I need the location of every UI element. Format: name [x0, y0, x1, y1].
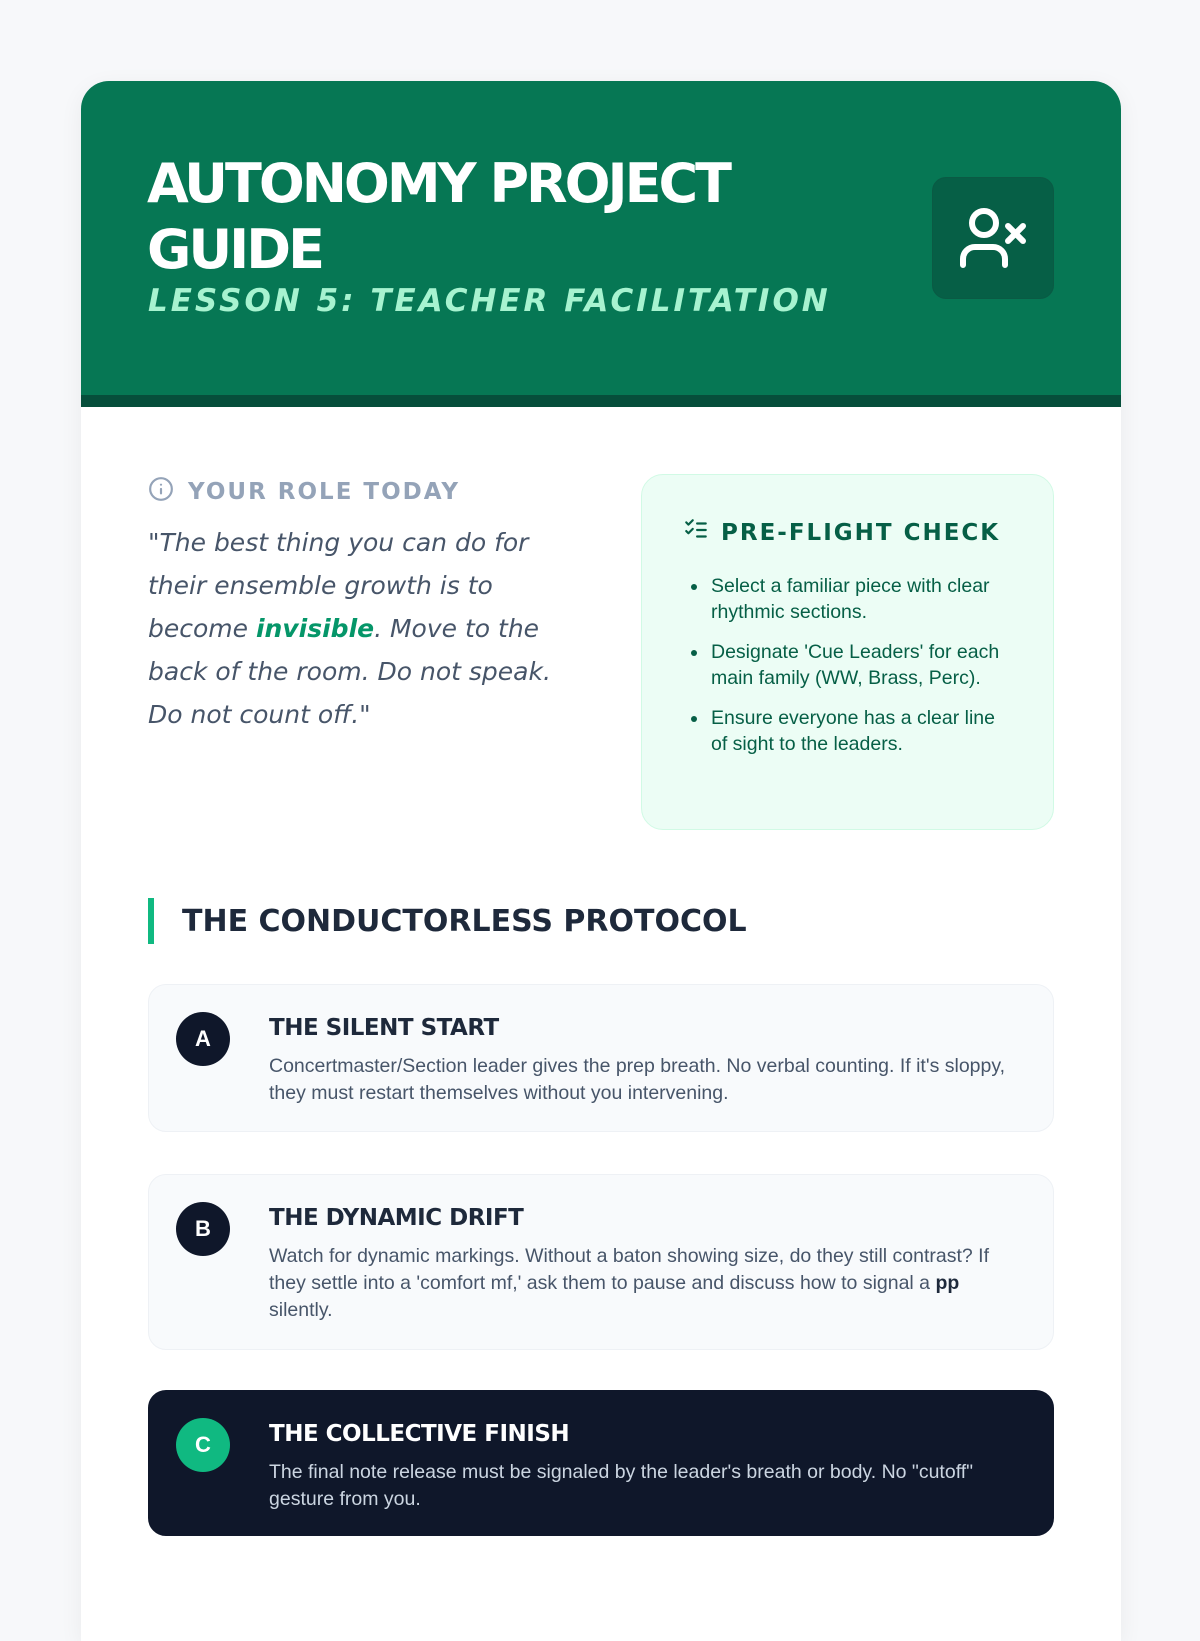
step-description [269, 1243, 1014, 1324]
role-quote [148, 521, 568, 736]
role-heading [148, 476, 460, 507]
guide-header [81, 81, 1121, 407]
list-checks-icon [683, 517, 709, 548]
step-title: THE SILENT START [269, 1015, 499, 1041]
role-heading-label: YOUR ROLE TODAY [188, 478, 461, 505]
section-heading: THE CONDUCTORLESS PROTOCOL [148, 898, 747, 944]
preflight-title: PRE-FLIGHT CHECK [721, 519, 1001, 546]
list-item: • Ensure everyone has a clear line of sight to the leaders. [709, 705, 1009, 757]
page-subtitle: LESSON 5: TEACHER FACILITATION [148, 283, 831, 319]
preflight-check-panel [641, 474, 1054, 830]
list-item: • Select a familiar piece with clear rhythmic sections. [709, 573, 1009, 625]
quote-text-start: "The best thing you can do for their ensemble growth is to become [148, 528, 529, 643]
info-icon [148, 476, 174, 507]
step-description-start: Watch for dynamic markings. Without a baton showing size, do they still contrast? If they settle into a 'comfort mf,' ask them to pause and discuss how to signal a [269, 1245, 990, 1294]
user-x-icon [932, 177, 1054, 299]
list-item: • Designate 'Cue Leaders' for each main family (WW, Brass, Perc). [709, 639, 1009, 691]
step-badge: A [176, 1012, 230, 1066]
step-title: THE DYNAMIC DRIFT [269, 1205, 524, 1231]
quote-text-end: . Move to the back of the room. Do not speak. Do not count off." [148, 614, 551, 729]
step-description: Concertmaster/Section leader gives the prep breath. No verbal counting. If it's sloppy, they must restart themselves without you intervening. [269, 1055, 1006, 1104]
step-description-end: silently. [269, 1299, 333, 1321]
step-description: The final note release must be signaled by the leader's breath or body. No "cutoff" gesture from you. [269, 1461, 974, 1510]
dynamic-marking: pp [935, 1272, 960, 1294]
step-title: THE COLLECTIVE FINISH [269, 1421, 570, 1447]
guide-card [81, 81, 1121, 1641]
step-card-b [148, 1174, 1054, 1350]
preflight-list [709, 573, 1009, 771]
step-badge: C [176, 1418, 230, 1472]
page-title: AUTONOMY PROJECT GUIDE [147, 152, 729, 281]
quote-highlight: invisible [255, 614, 375, 643]
preflight-heading [683, 517, 1000, 548]
step-card-a [148, 984, 1054, 1132]
step-badge: B [176, 1202, 230, 1256]
step-card-c [148, 1390, 1054, 1536]
